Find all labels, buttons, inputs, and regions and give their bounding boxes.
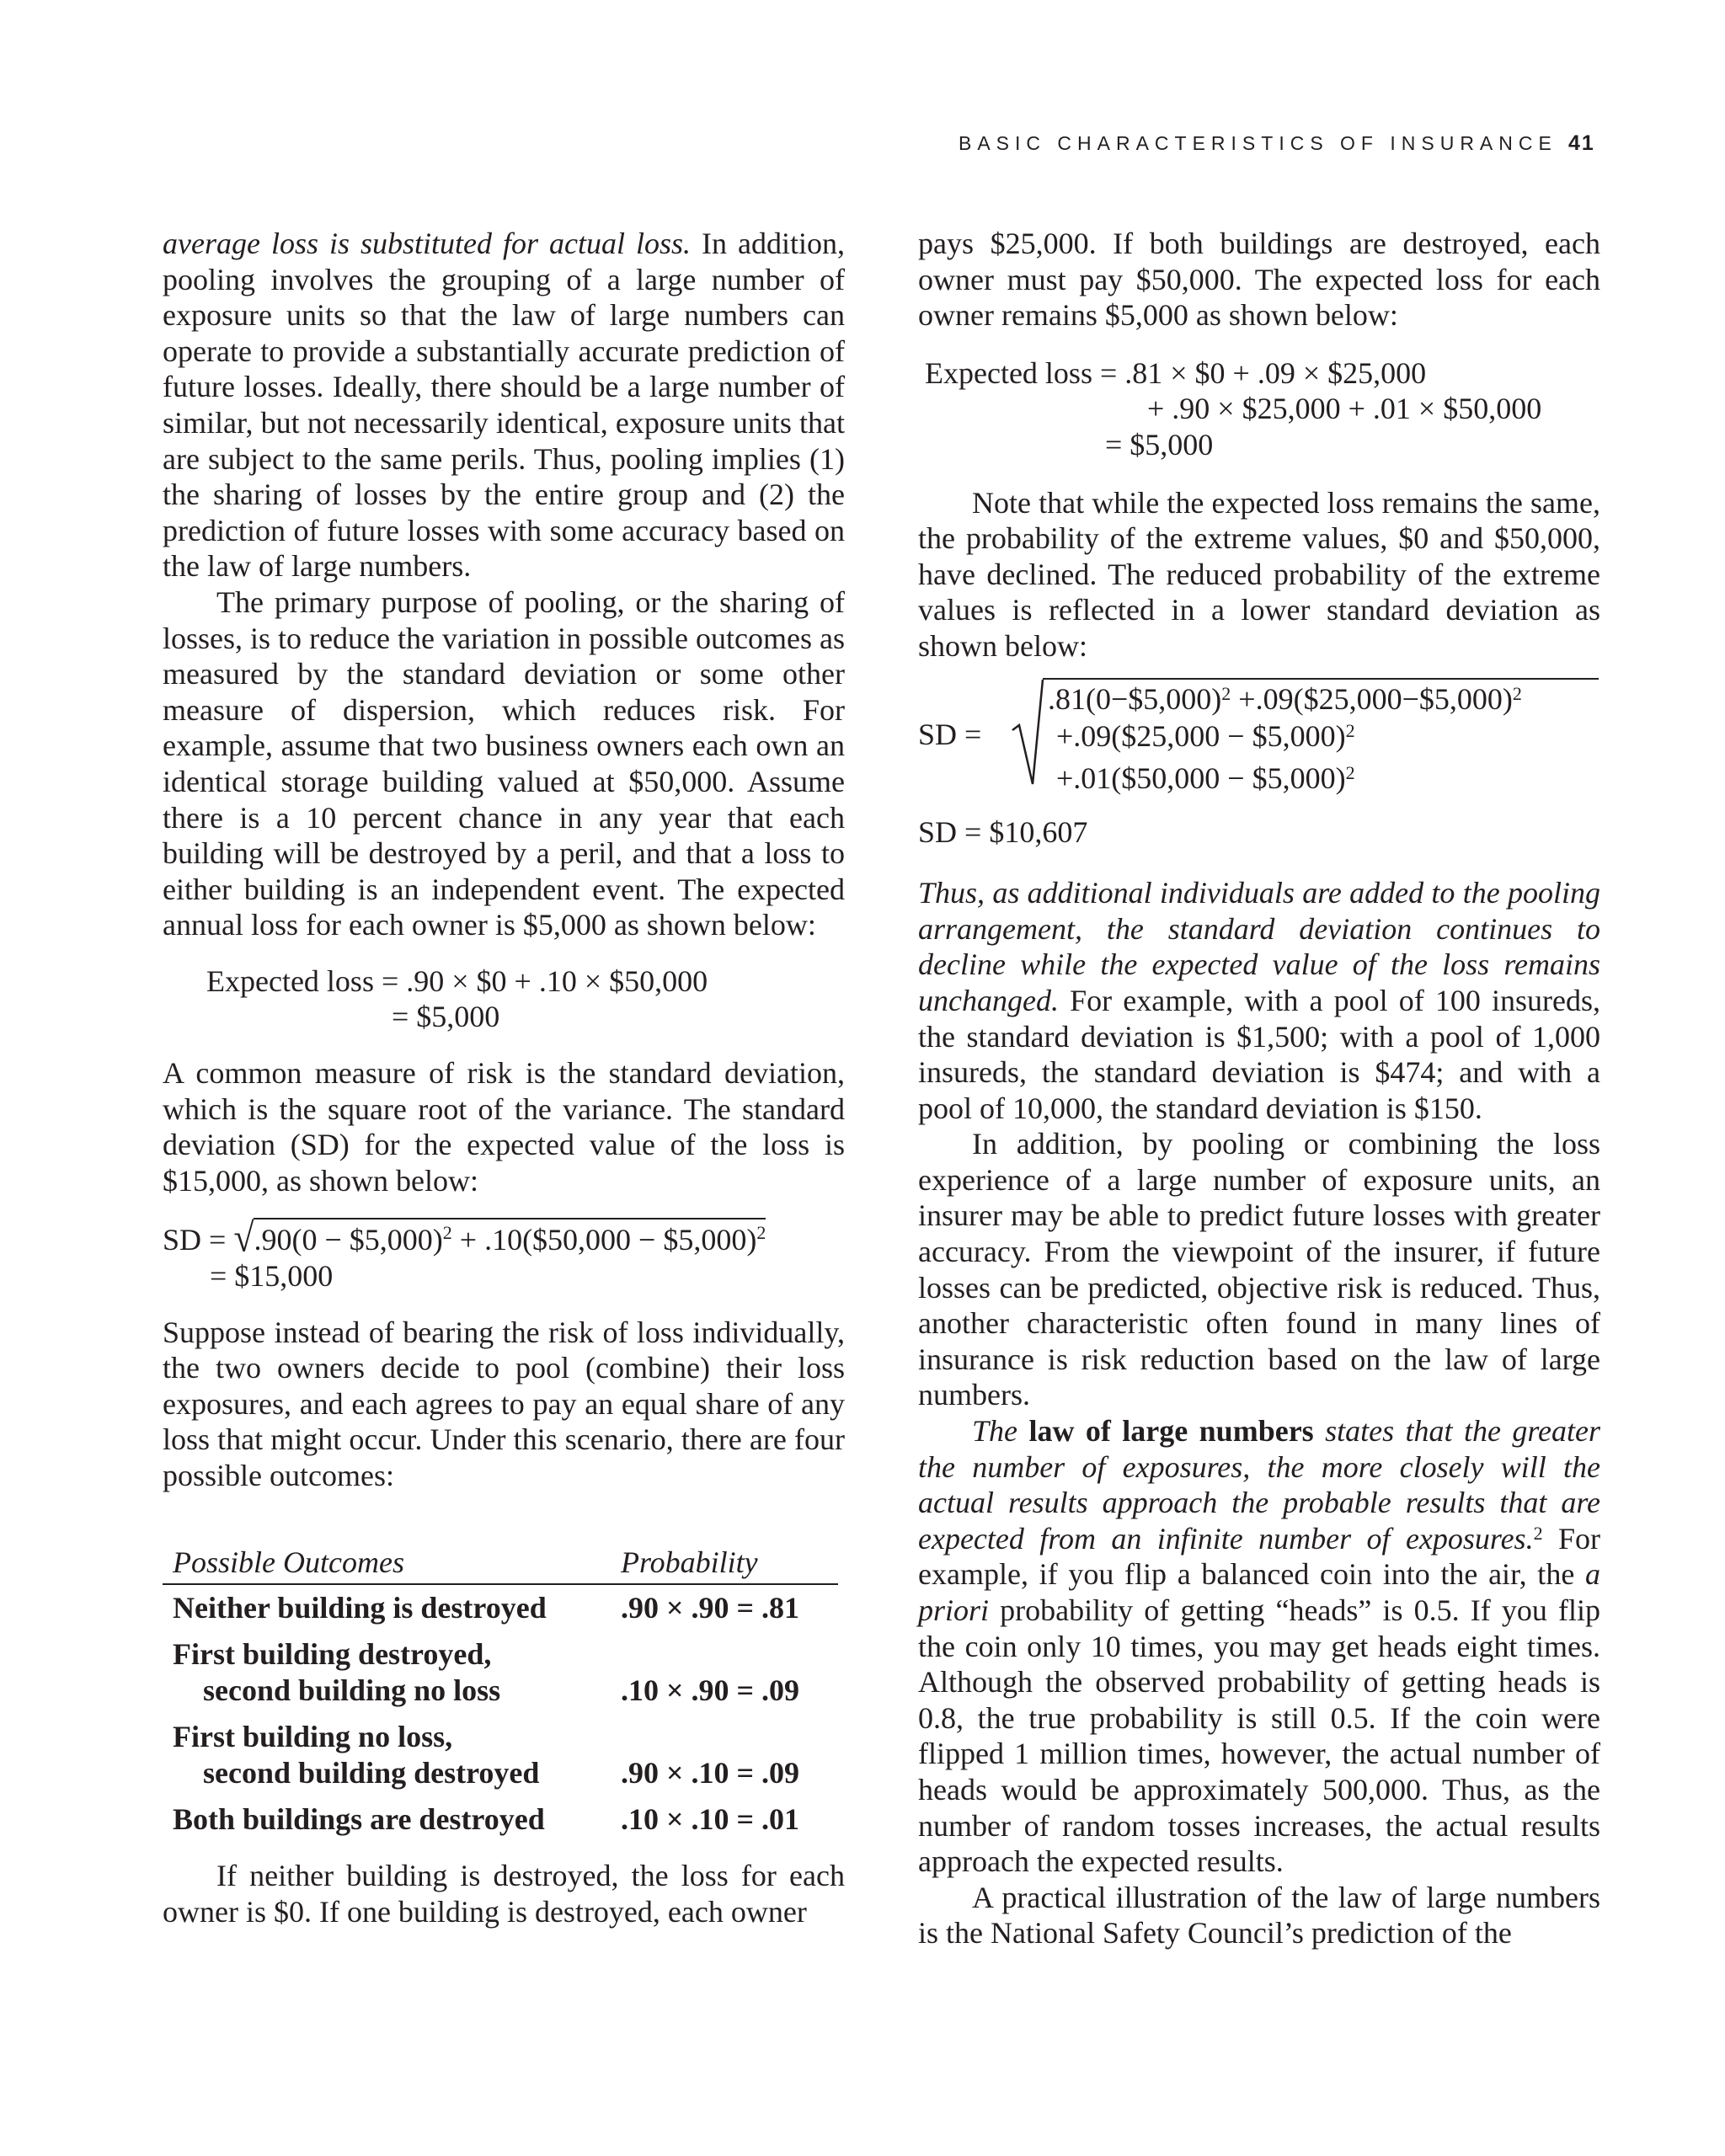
sd-result: = $15,000 bbox=[210, 1259, 334, 1294]
term: .90(0 − $5,000) bbox=[254, 1223, 443, 1257]
outcome-cell: First building no loss, second building destroyed bbox=[173, 1720, 540, 1790]
equation-continuation: + .90 × $25,000 + .01 × $50,000 bbox=[1147, 392, 1542, 426]
italic-text: The bbox=[972, 1414, 1017, 1449]
paragraph bbox=[163, 226, 845, 584]
equation-result: = $5,000 bbox=[1105, 427, 1214, 462]
probability-cell: .10 × .10 = .01 bbox=[621, 1802, 800, 1837]
paragraph bbox=[918, 875, 1600, 1126]
paragraph: In addition, by pooling or combining the loss experience of a large number of exposure units, an insurer may be able to predict future losses with greater accuracy. From the viewpoint of the insurer, if future losses can be predicted, objective risk is reduced. Thus, another characteristic often found in many lines of insurance is risk reduction based on the law of large numbers. bbox=[918, 1127, 1600, 1412]
text: For example, if you flip a balanced coin into the air, the bbox=[918, 1521, 1600, 1592]
left-column bbox=[163, 226, 845, 1929]
exponent: 2 bbox=[442, 1222, 452, 1244]
outcome-cell: Both buildings are destroyed bbox=[173, 1802, 545, 1837]
col-header-outcomes: Possible Outcomes bbox=[163, 1545, 611, 1585]
probability-cell: .90 × .90 = .81 bbox=[621, 1591, 800, 1625]
footnote-marker[interactable]: 2 bbox=[1533, 1522, 1543, 1544]
paragraph: Suppose instead of bearing the risk of loss individually, the two owners decide to pool (combine) their loss exposures, and each agrees to pay an equal share of any loss that might occur. Under this scenario, there are four possible outcomes: bbox=[163, 1315, 845, 1492]
col-header-probability: Probability bbox=[611, 1545, 838, 1585]
radicand bbox=[254, 1218, 766, 1257]
bold-term: law of large numbers bbox=[1028, 1414, 1314, 1449]
sd-result: SD = $10,607 bbox=[918, 814, 1088, 849]
term: + .10($50,000 − $5,000) bbox=[451, 1223, 757, 1257]
text: In addition, pooling involves the grouping of a large number of exposure units so that the law of large numbers can operate to provide a substantially accurate prediction of future losses. Ideally, there should be a large number of similar, but not necessarily identical, exposure units that are subject to the same perils. Thus, pooling implies (1) the sharing of losses by the entire group and (2) the prediction of future losses with some accuracy based on the law of large numbers. bbox=[163, 227, 845, 584]
paragraph: The primary purpose of pooling, or the sharing of losses, is to reduce the variation in possible outcomes as measured by the standard deviation or some other measure of dispersion, which reduces risk. For example, assume that two business owners each own an identical storage building valued at $50,000. Assume there is a 10 percent chance in any year that each building will be destroyed by a peril, and that a loss to either building is an independent event. The expected annual loss for each owner is $5,000 as shown below: bbox=[163, 584, 845, 942]
expected-loss-equation: Expected loss = .90 × $0 + .10 × $50,000 bbox=[206, 963, 708, 998]
equation-result: = $5,000 bbox=[392, 1000, 500, 1034]
running-head: BASIC CHARACTERISTICS OF INSURANCE bbox=[959, 132, 1557, 154]
sd-equation bbox=[918, 678, 1600, 814]
italic-text: Thus, as additional individuals are added to the pooling arrangement, the standard deviation continues to decline while the expected value of the loss remains unchanged. bbox=[918, 876, 1600, 1017]
square-root-icon: √ bbox=[233, 1214, 254, 1261]
italic-text: states that the greater the number of exposures, the more closely will the actual results approach the probable results that are expected from an infinite number of exposures. bbox=[918, 1414, 1601, 1556]
expected-loss-equation: Expected loss = .81 × $0 + .09 × $25,000 bbox=[925, 355, 1427, 390]
probability-cell: .90 × .10 = .09 bbox=[621, 1756, 800, 1790]
sd-equation bbox=[163, 1214, 845, 1261]
paragraph bbox=[918, 1413, 1600, 1880]
table-row bbox=[163, 1714, 838, 1796]
table-row bbox=[163, 1584, 838, 1631]
text: probability of getting “heads” is 0.5. If you flip the coin only 10 times, you may get heads eight times. Although the observed probability of getting heads is 0.8, the true probability is still 0.5. If the coin were flipped 1 million times, however, the actual number of heads would be approximately 500,000. Thus, as the number of random tosses increases, the actual results approach the expected results. bbox=[918, 1593, 1600, 1879]
italic-text: average loss is substituted for actual loss. bbox=[163, 227, 692, 260]
text: For example, with a pool of 100 insureds, the standard deviation is $1,500; with a pool of 1,000 insureds, the standard deviation is $474; and with a pool of 10,000, the standard deviation is $150. bbox=[918, 983, 1600, 1125]
outcomes-table bbox=[163, 1545, 838, 1844]
paragraph: A practical illustration of the law of large numbers is the National Safety Council’s prediction of the bbox=[918, 1880, 1600, 1951]
sd-label: SD = bbox=[918, 717, 982, 751]
paragraph: A common measure of risk is the standard deviation, which is the square root of the variance. The standard deviation (SD) for the expected value of the loss is $15,000, as shown below: bbox=[163, 1056, 845, 1198]
paragraph: Note that while the expected loss remains the same, the probability of the extreme values, $0 and $50,000, have declined. The reduced probability of the extreme values is reflected in a lower standard deviation as shown below: bbox=[918, 485, 1600, 663]
italic-text: a priori bbox=[918, 1557, 1600, 1627]
outcome-cell: First building destroyed, second building no loss bbox=[173, 1637, 501, 1708]
paragraph: pays $25,000. If both buildings are destroyed, each owner must pay $50,000. The expected loss for each owner remains $5,000 as shown below: bbox=[918, 227, 1600, 333]
table-row bbox=[163, 1796, 838, 1843]
radicand-line: .81(0−$5,000)$^2$ +.09($25,000−$5,000)$^2$ bbox=[1048, 681, 1522, 716]
radicand-line: +.01($50,000 − $5,000)$^2$ bbox=[1056, 760, 1355, 795]
sd-label: SD = bbox=[163, 1223, 227, 1257]
paragraph: If neither building is destroyed, the loss for each owner is $0. If one building is destroyed, each owner bbox=[163, 1859, 845, 1929]
exponent: 2 bbox=[756, 1222, 766, 1244]
page-number: 41 bbox=[1568, 131, 1595, 155]
right-column bbox=[918, 226, 1600, 1951]
radicand-line: +.09($25,000 − $5,000)$^2$ bbox=[1056, 718, 1355, 753]
probability-cell: .10 × .90 = .09 bbox=[621, 1673, 800, 1708]
table-row bbox=[163, 1631, 838, 1714]
square-root-icon bbox=[1011, 678, 1044, 787]
outcome-cell: Neither building is destroyed bbox=[173, 1591, 547, 1625]
